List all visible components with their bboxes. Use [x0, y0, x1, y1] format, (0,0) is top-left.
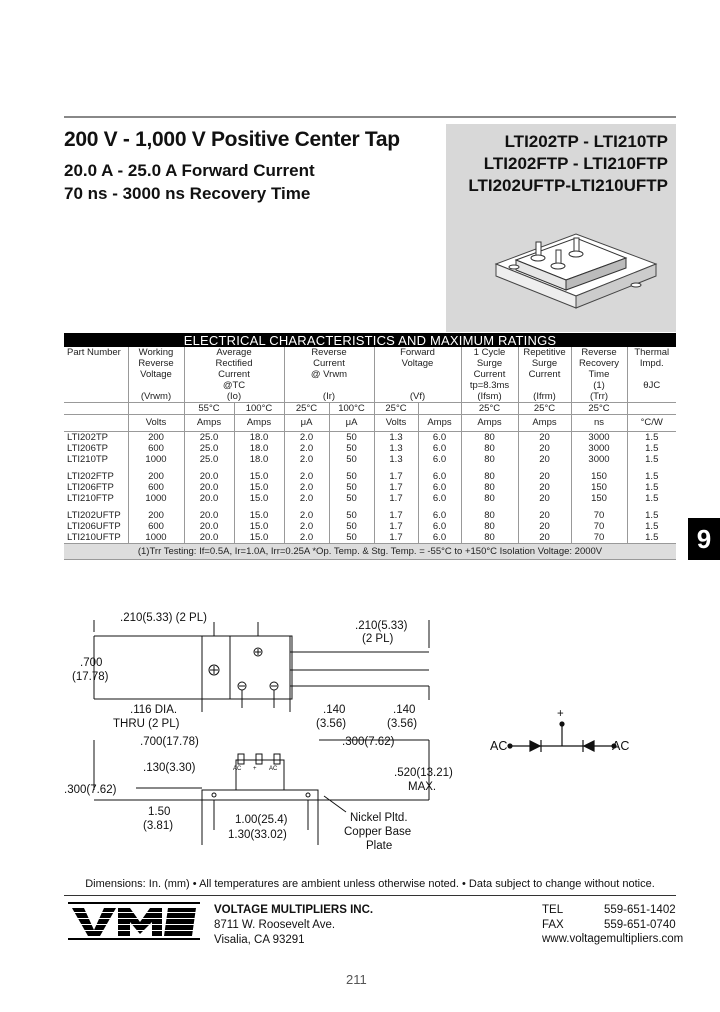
dim-hole-1: .116 DIA. — [130, 704, 178, 716]
cell-vf: 1.7 — [374, 532, 418, 544]
cell-vf-a: 6.0 — [418, 454, 461, 465]
cell-io100: 15.0 — [234, 471, 284, 482]
cell-th: 1.5 — [645, 493, 659, 504]
company-address-1: 8711 W. Roosevelt Ave. — [214, 919, 336, 931]
dim-140b-2: (3.56) — [387, 718, 418, 730]
schematic-plus-label: + — [557, 708, 564, 720]
dim-150-1: 1.50 — [148, 806, 171, 818]
tel-number: 559-651-1402 — [604, 904, 676, 916]
cell-vrwm: 600 — [128, 482, 184, 493]
cell-ifrm: 20 — [518, 493, 571, 504]
schematic-ac-left: AC — [490, 739, 508, 753]
cell-ifsm: 80 — [461, 532, 518, 544]
dim-height-1: .700 — [80, 657, 103, 669]
schematic-ac-right: AC — [612, 739, 630, 753]
cell-vrwm: 200 — [128, 432, 184, 444]
cell-ifsm: 80 — [461, 521, 518, 532]
table-title: ELECTRICAL CHARACTERISTICS AND MAXIMUM RATINGS — [64, 333, 676, 347]
tel-label: TEL — [542, 904, 564, 916]
dim-520-1: .520(13.21) — [394, 767, 453, 779]
table-row — [64, 471, 676, 482]
cell-ir25: 2.0 — [284, 521, 329, 532]
cell-io100: 18.0 — [234, 454, 284, 465]
circuit-schematic — [508, 722, 616, 752]
cell-vf-a: 6.0 — [418, 432, 461, 444]
cell-vf-a: 6.0 — [418, 471, 461, 482]
dim-lead-spacing-right-2: (2 PL) — [362, 633, 394, 645]
cell-io100: 15.0 — [234, 482, 284, 493]
cell-vf-a: 6.0 — [418, 521, 461, 532]
cell-ifsm: 80 — [461, 432, 518, 444]
cell-th: 1.5 — [645, 443, 659, 454]
cell-vf: 1.7 — [374, 471, 418, 482]
part-range-ftp: LTI202FTP - LTI210FTP — [483, 154, 668, 173]
cell-ifrm: 20 — [518, 521, 571, 532]
cell-ifsm: 80 — [461, 471, 518, 482]
cell-vrwm: 600 — [128, 443, 184, 454]
table-note: (1)Trr Testing: If=0.5A, Ir=1.0A, Irr=0.25A *Op. Temp. & Stg. Temp. = -55°C to +150°C Isolation Voltage: 2000V — [64, 544, 676, 560]
table-row — [64, 532, 676, 544]
cell-trr: 70 — [571, 510, 627, 521]
pin-label-plus: + — [253, 766, 257, 772]
col-io: Average Rectified Current @TC (Io) — [184, 347, 284, 403]
table-row — [64, 443, 676, 454]
cell-vf-a: 6.0 — [418, 443, 461, 454]
company-logo — [68, 900, 200, 942]
dim-100: 1.00(25.4) — [235, 814, 288, 826]
cell-ifrm: 20 — [518, 443, 571, 454]
cell-vf: 1.3 — [374, 432, 418, 444]
cell-th: 1.5 — [645, 532, 659, 543]
dim-300a: .300(7.62) — [342, 736, 395, 748]
cell-vf: 1.7 — [374, 493, 418, 504]
cell-vf: 1.7 — [374, 482, 418, 493]
col-thermal: Thermal Impd. θJC — [627, 347, 676, 403]
cell-vf-a: 6.0 — [418, 493, 461, 504]
base-plate-label-3: Plate — [366, 840, 393, 852]
cell-ir100: 50 — [329, 454, 374, 465]
cell-vrwm: 200 — [128, 510, 184, 521]
cell-io100: 15.0 — [234, 521, 284, 532]
cell-io100: 18.0 — [234, 432, 284, 444]
page-title: 200 V - 1,000 V Positive Center Tap — [64, 128, 400, 151]
cell-part-number: LTI206UFTP — [64, 521, 128, 532]
cell-trr: 150 — [571, 471, 627, 482]
company-name: VOLTAGE MULTIPLIERS INC. — [214, 904, 374, 916]
cell-ir25: 2.0 — [284, 443, 329, 454]
part-range-uftp: LTI202UFTP-LTI210UFTP — [468, 176, 668, 195]
dim-width: .700(17.78) — [140, 736, 199, 748]
package-top-view — [202, 636, 290, 699]
col-ifrm: Repetitive Surge Current (Ifrm) — [518, 347, 571, 403]
cell-ifsm: 80 — [461, 482, 518, 493]
subtitle-recovery: 70 ns - 3000 ns Recovery Time — [64, 184, 311, 203]
cell-ir25: 2.0 — [284, 454, 329, 465]
cell-io100: 15.0 — [234, 510, 284, 521]
col-vrwm: Working Reverse Voltage (Vrwm) — [128, 347, 184, 403]
cell-trr: 3000 — [571, 454, 627, 465]
cell-ifrm: 20 — [518, 532, 571, 544]
part-range-tp: LTI202TP - LTI210TP — [504, 132, 668, 151]
cell-ifrm: 20 — [518, 482, 571, 493]
cell-trr: 3000 — [571, 432, 627, 444]
cell-io55: 20.0 — [184, 482, 234, 493]
cell-vf-a: 6.0 — [418, 532, 461, 544]
cell-ir100: 50 — [329, 510, 374, 521]
cell-ir25: 2.0 — [284, 471, 329, 482]
cell-trr: 150 — [571, 482, 627, 493]
dim-140a-2: (3.56) — [316, 718, 347, 730]
cell-ir100: 50 — [329, 521, 374, 532]
cell-ifrm: 20 — [518, 454, 571, 465]
cell-trr: 150 — [571, 493, 627, 504]
col-trr: Reverse Recovery Time (1) (Trr) — [571, 347, 627, 403]
company-address-2: Visalia, CA 93291 — [214, 934, 305, 946]
cell-io100: 18.0 — [234, 443, 284, 454]
cell-ir100: 50 — [329, 432, 374, 444]
cell-ifrm: 20 — [518, 471, 571, 482]
cell-ifsm: 80 — [461, 510, 518, 521]
fax-number: 559-651-0740 — [604, 919, 676, 931]
cell-part-number: LTI202UFTP — [64, 510, 128, 521]
cell-io55: 20.0 — [184, 532, 234, 544]
header-rule — [64, 116, 676, 118]
cell-vf: 1.3 — [374, 443, 418, 454]
dim-520-2: MAX. — [408, 781, 437, 793]
subtitle-current: 20.0 A - 25.0 A Forward Current — [64, 161, 315, 180]
col-ir: Reverse Current @ Vrwm (Ir) — [284, 347, 374, 403]
specs-table — [64, 333, 676, 560]
cell-vf: 1.7 — [374, 510, 418, 521]
cell-io55: 20.0 — [184, 471, 234, 482]
cell-part-number: LTI206TP — [64, 443, 128, 454]
package-illustration — [486, 212, 666, 327]
dim-140b-1: .140 — [393, 704, 416, 716]
col-vf: Forward Voltage (Vf) — [374, 347, 461, 403]
cell-vf: 1.7 — [374, 521, 418, 532]
footer-rule — [64, 895, 676, 896]
cell-ifsm: 80 — [461, 454, 518, 465]
footnote: Dimensions: In. (mm) • All temperatures are ambient unless otherwise noted. • Data subject to change without notice. — [85, 878, 655, 890]
cell-vf: 1.3 — [374, 454, 418, 465]
cell-io55: 25.0 — [184, 454, 234, 465]
cell-part-number: LTI202FTP — [64, 471, 128, 482]
cell-ifsm: 80 — [461, 493, 518, 504]
temperature-row: 55°C 100°C 25°C 100°C 25°C 25°C 25°C 25°C — [64, 403, 676, 415]
cell-trr: 3000 — [571, 443, 627, 454]
dim-300b: .300(7.62) — [64, 784, 117, 796]
website-link[interactable]: www.voltagemultipliers.com — [542, 933, 684, 945]
cell-io55: 25.0 — [184, 443, 234, 454]
part-number-panel — [446, 124, 676, 332]
cell-trr: 70 — [571, 521, 627, 532]
pin-label-ac-1: AC — [233, 766, 242, 772]
table-row — [64, 482, 676, 493]
base-plate-label-1: Nickel Pltd. — [350, 812, 408, 824]
dim-lead-spacing-left: .210(5.33) (2 PL) — [120, 612, 207, 624]
units-row: Volts Amps Amps μA μA Volts Amps Amps Amps ns °C/W — [64, 415, 676, 432]
col-ifsm: 1 Cycle Surge Current tp=8.3ms (Ifsm) — [461, 347, 518, 403]
table-row — [64, 521, 676, 532]
dim-hole-2: THRU (2 PL) — [113, 718, 180, 730]
cell-ir100: 50 — [329, 493, 374, 504]
table-row — [64, 510, 676, 521]
column-header-row — [64, 347, 676, 403]
company-block — [214, 903, 373, 948]
cell-vrwm: 1000 — [128, 493, 184, 504]
cell-part-number: LTI206FTP — [64, 482, 128, 493]
dim-height-2: (17.78) — [72, 671, 109, 683]
dim-lead-spacing-right-1: .210(5.33) — [355, 620, 408, 632]
cell-vf-a: 6.0 — [418, 482, 461, 493]
cell-ir100: 50 — [329, 482, 374, 493]
cell-vrwm: 600 — [128, 521, 184, 532]
cell-io55: 20.0 — [184, 493, 234, 504]
cell-vrwm: 200 — [128, 471, 184, 482]
dim-150-2: (3.81) — [143, 820, 174, 832]
cell-ir25: 2.0 — [284, 432, 329, 444]
cell-th: 1.5 — [645, 454, 659, 465]
col-part-number: Part Number — [64, 347, 128, 403]
cell-io55: 25.0 — [184, 432, 234, 444]
cell-ir100: 50 — [329, 532, 374, 544]
cell-ir100: 50 — [329, 443, 374, 454]
cell-trr: 70 — [571, 532, 627, 544]
cell-vrwm: 1000 — [128, 532, 184, 544]
cell-io100: 15.0 — [234, 493, 284, 504]
cell-part-number: LTI210TP — [64, 454, 128, 465]
cell-ir25: 2.0 — [284, 482, 329, 493]
contact-block — [542, 903, 676, 933]
cell-ir25: 2.0 — [284, 510, 329, 521]
cell-io55: 20.0 — [184, 510, 234, 521]
cell-ifsm: 80 — [461, 443, 518, 454]
pin-label-ac-2: AC — [269, 766, 278, 772]
cell-vrwm: 1000 — [128, 454, 184, 465]
dim-140a-1: .140 — [323, 704, 346, 716]
cell-ifrm: 20 — [518, 432, 571, 444]
cell-vf-a: 6.0 — [418, 510, 461, 521]
table-row — [64, 432, 676, 444]
cell-th: 1.5 — [645, 471, 659, 482]
cell-ir100: 50 — [329, 471, 374, 482]
cell-th: 1.5 — [645, 521, 659, 532]
cell-th: 1.5 — [645, 482, 659, 493]
fax-label: FAX — [542, 919, 564, 931]
dim-130: .130(3.30) — [143, 762, 196, 774]
cell-part-number: LTI202TP — [64, 432, 128, 444]
cell-th: 1.5 — [645, 510, 659, 521]
dim-130b: 1.30(33.02) — [228, 829, 287, 841]
base-plate-label-2: Copper Base — [344, 826, 412, 838]
cell-part-number: LTI210UFTP — [64, 532, 128, 544]
section-tab: 9 — [688, 518, 720, 560]
table-row — [64, 454, 676, 465]
cell-io55: 20.0 — [184, 521, 234, 532]
cell-ifrm: 20 — [518, 510, 571, 521]
cell-ir25: 2.0 — [284, 532, 329, 544]
page-number: 211 — [346, 972, 367, 987]
cell-th: 1.5 — [645, 432, 659, 443]
cell-io100: 15.0 — [234, 532, 284, 544]
cell-part-number: LTI210FTP — [64, 493, 128, 504]
cell-ir25: 2.0 — [284, 493, 329, 504]
table-row — [64, 493, 676, 504]
package-side-view — [202, 790, 318, 800]
